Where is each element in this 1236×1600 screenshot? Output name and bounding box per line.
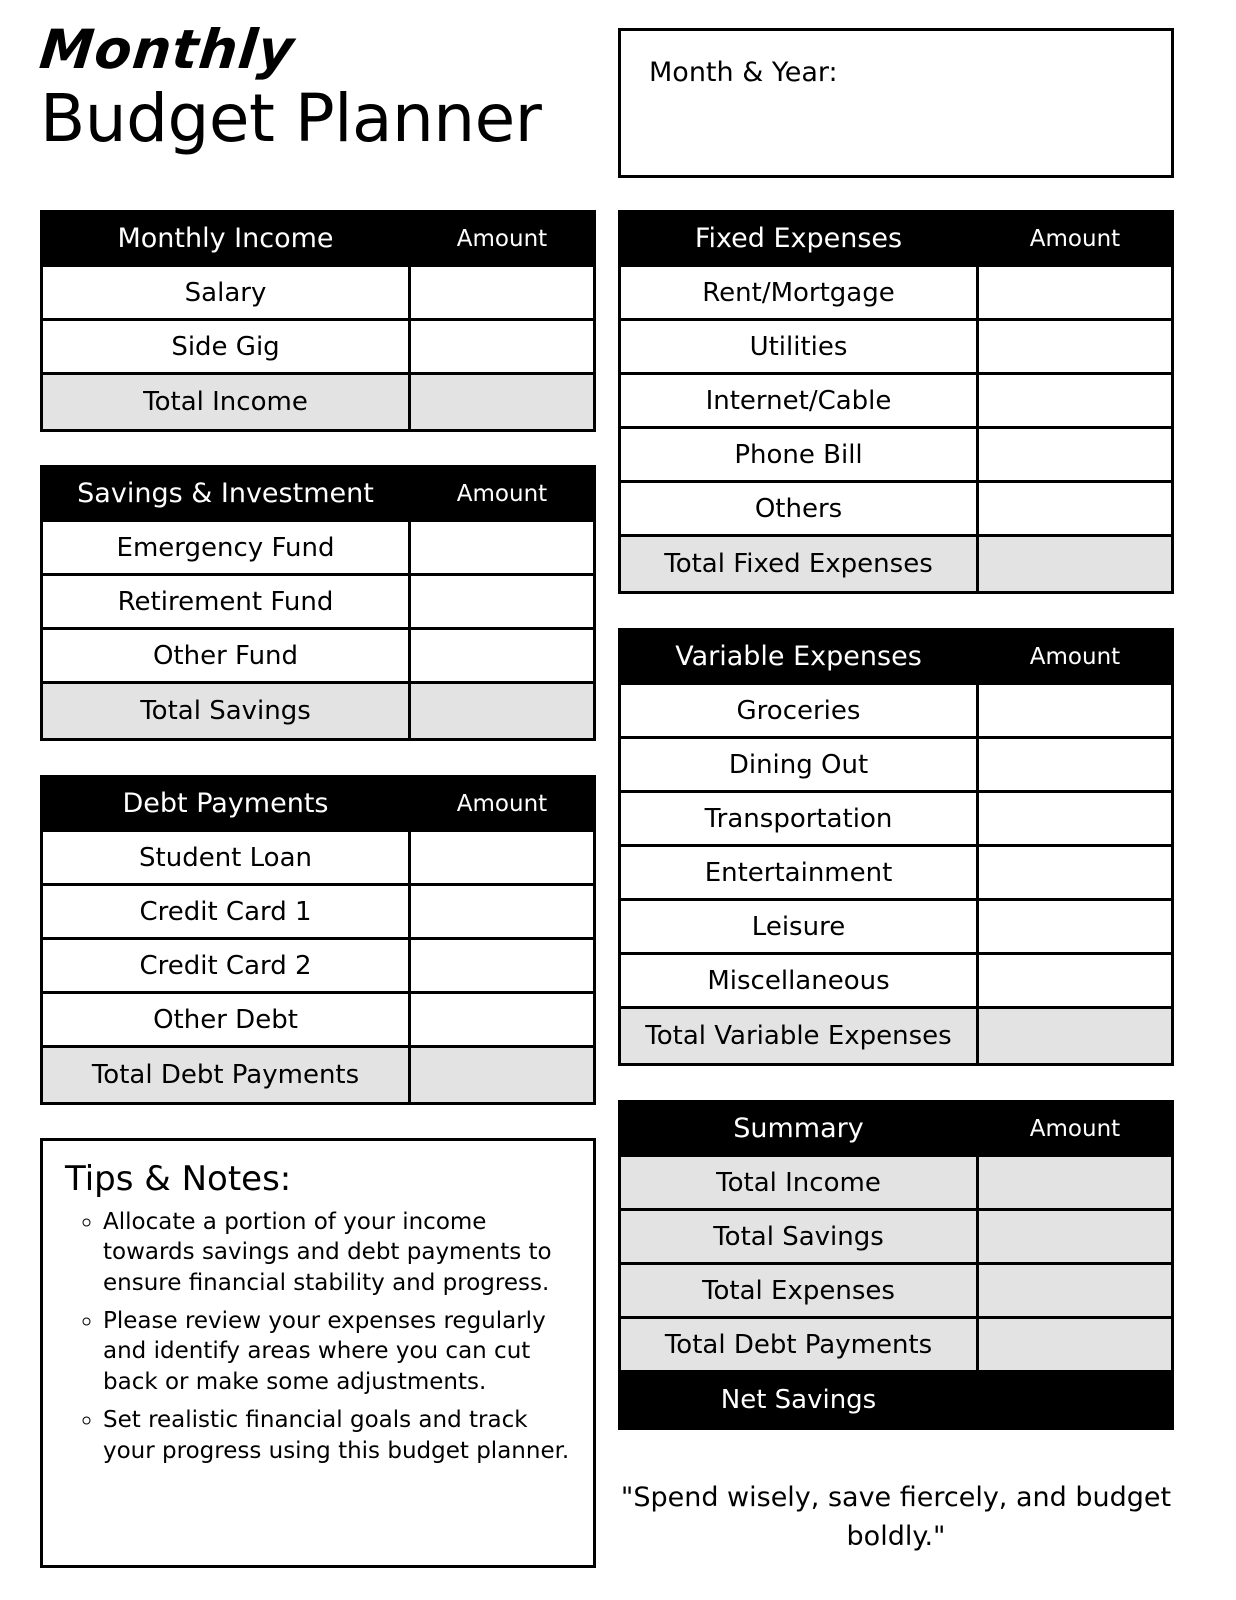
table-total-row	[43, 375, 593, 429]
table-row	[621, 1265, 1171, 1319]
row-label: Total Income	[621, 1157, 979, 1208]
amount-input[interactable]	[411, 994, 593, 1045]
amount-input[interactable]	[979, 1211, 1171, 1262]
row-label: Rent/Mortgage	[621, 267, 979, 318]
row-label: Total Debt Payments	[621, 1319, 979, 1370]
table-row	[43, 940, 593, 994]
fixed-expenses-table	[618, 210, 1174, 594]
amount-input[interactable]	[979, 1265, 1171, 1316]
table-title: Monthly Income	[43, 213, 411, 264]
table-total-row	[621, 537, 1171, 591]
table-row	[43, 630, 593, 684]
row-label: Leisure	[621, 901, 979, 952]
amount-input[interactable]	[411, 832, 593, 883]
page-title	[36, 18, 600, 157]
table-header-row	[43, 468, 593, 522]
table-row	[621, 321, 1171, 375]
table-header-row	[43, 213, 593, 267]
row-label: Total Savings	[621, 1211, 979, 1262]
amount-input[interactable]	[411, 1048, 593, 1102]
table-row	[621, 793, 1171, 847]
amount-input[interactable]	[979, 483, 1171, 534]
amount-input[interactable]	[411, 375, 593, 429]
amount-input[interactable]	[979, 793, 1171, 844]
month-year-field[interactable]	[618, 28, 1174, 178]
table-row	[43, 267, 593, 321]
tips-notes-box	[40, 1138, 596, 1568]
quote-text: "Spend wisely, save fiercely, and budget boldly."	[620, 1482, 1172, 1553]
row-label: Emergency Fund	[43, 522, 411, 573]
table-title: Variable Expenses	[621, 631, 979, 682]
amount-input[interactable]	[979, 267, 1171, 318]
row-label: Miscellaneous	[621, 955, 979, 1006]
table-header-row	[621, 213, 1171, 267]
table-row	[43, 886, 593, 940]
row-label: Groceries	[621, 685, 979, 736]
debt-payments-table	[40, 775, 596, 1105]
list-item: ◦ Please review your expenses regularly and identify areas where you can cut back or make some adjustments.	[103, 1306, 571, 1397]
row-label: Others	[621, 483, 979, 534]
row-label: Credit Card 2	[43, 940, 411, 991]
amount-input[interactable]	[979, 1157, 1171, 1208]
amount-input[interactable]	[979, 1319, 1171, 1370]
monthly-income-table	[40, 210, 596, 432]
row-label: Utilities	[621, 321, 979, 372]
row-label: Side Gig	[43, 321, 411, 372]
row-label: Other Fund	[43, 630, 411, 681]
row-label: Other Debt	[43, 994, 411, 1045]
amount-input[interactable]	[979, 1009, 1171, 1063]
table-row	[621, 685, 1171, 739]
table-title: Savings & Investment	[43, 468, 411, 519]
row-label: Retirement Fund	[43, 576, 411, 627]
table-row	[621, 1319, 1171, 1373]
table-row	[43, 994, 593, 1048]
row-label: Student Loan	[43, 832, 411, 883]
row-label: Transportation	[621, 793, 979, 844]
amount-input[interactable]	[979, 739, 1171, 790]
summary-table	[618, 1100, 1174, 1430]
title-script: Monthly	[36, 18, 298, 81]
row-label: Phone Bill	[621, 429, 979, 480]
amount-input[interactable]	[411, 886, 593, 937]
tips-title: Tips & Notes:	[65, 1159, 292, 1199]
amount-input[interactable]	[411, 576, 593, 627]
table-row	[621, 1157, 1171, 1211]
amount-column-header: Amount	[1029, 225, 1121, 252]
amount-input[interactable]	[411, 522, 593, 573]
amount-input[interactable]	[979, 321, 1171, 372]
row-label: Dining Out	[621, 739, 979, 790]
amount-input[interactable]	[979, 429, 1171, 480]
amount-input[interactable]	[411, 940, 593, 991]
row-label: Total Fixed Expenses	[621, 537, 979, 591]
table-row	[621, 267, 1171, 321]
month-year-label: Month & Year:	[649, 57, 838, 88]
row-label: Total Expenses	[621, 1265, 979, 1316]
table-row	[621, 375, 1171, 429]
title-main: Budget Planner	[40, 79, 542, 157]
row-label: Salary	[43, 267, 411, 318]
net-savings-row	[621, 1373, 1171, 1427]
table-row	[621, 901, 1171, 955]
amount-input[interactable]	[979, 1373, 1171, 1427]
amount-input[interactable]	[979, 955, 1171, 1006]
amount-input[interactable]	[979, 847, 1171, 898]
table-row	[43, 321, 593, 375]
amount-input[interactable]	[979, 901, 1171, 952]
amount-input[interactable]	[979, 685, 1171, 736]
table-row	[621, 483, 1171, 537]
table-title: Fixed Expenses	[621, 213, 979, 264]
savings-investment-table	[40, 465, 596, 741]
row-label: Entertainment	[621, 847, 979, 898]
amount-column-header: Amount	[456, 225, 548, 252]
table-row	[43, 832, 593, 886]
table-total-row	[43, 684, 593, 738]
table-row	[43, 576, 593, 630]
amount-input[interactable]	[979, 375, 1171, 426]
amount-column-header: Amount	[1029, 643, 1121, 670]
table-title: Summary	[621, 1103, 979, 1154]
tips-list	[65, 1207, 571, 1466]
table-row	[43, 522, 593, 576]
table-header-row	[621, 1103, 1171, 1157]
row-label: Total Variable Expenses	[621, 1009, 979, 1063]
amount-input[interactable]	[411, 684, 593, 738]
list-item: ◦ Allocate a portion of your income towards savings and debt payments to ensure financial stability and progress.	[103, 1207, 571, 1298]
variable-expenses-table	[618, 628, 1174, 1066]
row-label: Credit Card 1	[43, 886, 411, 937]
table-row	[621, 955, 1171, 1009]
table-total-row	[43, 1048, 593, 1102]
table-row	[621, 1211, 1171, 1265]
table-total-row	[621, 1009, 1171, 1063]
amount-input[interactable]	[411, 267, 593, 318]
amount-input[interactable]	[979, 537, 1171, 591]
table-row	[621, 739, 1171, 793]
amount-input[interactable]	[411, 630, 593, 681]
table-title: Debt Payments	[43, 778, 411, 829]
table-row	[621, 429, 1171, 483]
table-header-row	[43, 778, 593, 832]
table-header-row	[621, 631, 1171, 685]
row-label: Total Income	[43, 375, 411, 429]
amount-column-header: Amount	[1029, 1115, 1121, 1142]
row-label: Total Savings	[43, 684, 411, 738]
table-row	[621, 847, 1171, 901]
row-label: Total Debt Payments	[43, 1048, 411, 1102]
row-label: Internet/Cable	[621, 375, 979, 426]
list-item: ◦ Set realistic financial goals and track your progress using this budget planner.	[103, 1405, 571, 1466]
amount-input[interactable]	[411, 321, 593, 372]
row-label: Net Savings	[621, 1373, 979, 1427]
amount-column-header: Amount	[456, 790, 548, 817]
amount-column-header: Amount	[456, 480, 548, 507]
